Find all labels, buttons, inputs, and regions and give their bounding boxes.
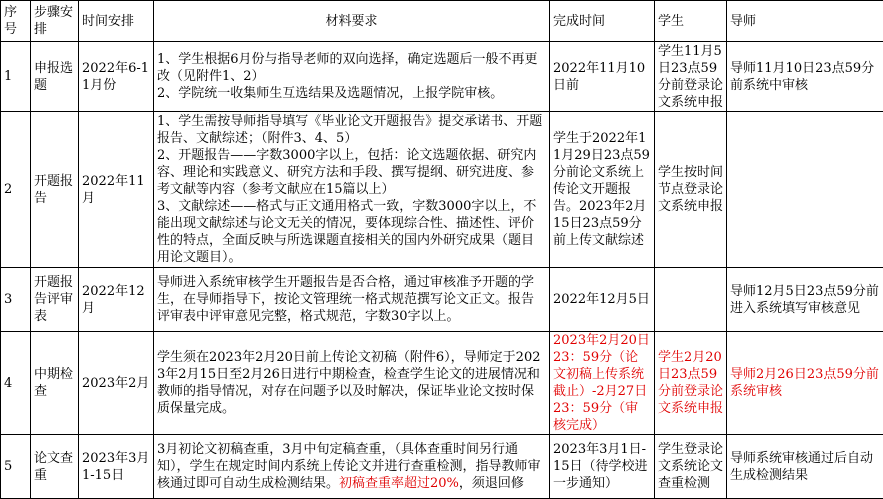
row-advisor — [727, 112, 883, 268]
row-student: 学生2月20日23点59分前登录论文系统申报 — [655, 332, 727, 435]
row-deadline: 2023年3月1日-15日（待学校进一步通知） — [550, 435, 655, 499]
row-no: 1 — [1, 42, 31, 112]
materials-line: 3、文献综述——格式与正文通用格式一致，字数3000字以上，不能出现文献综述与论文无关的情况，要体现综合性、描述性、评价性的特点，全面反映与所选课题直接相关的国内外研究成果（题目用论文题目）。 — [157, 198, 546, 266]
row-step: 申报选题 — [31, 42, 79, 112]
materials-line: 学生须在2023年2月20日前上传论文初稿（附件6），导师定于2023年2月15日至2月26日进行中期检查，检查学生论文的进展情况和教师的指导情况，对存在问题予以及时解决，保证毕业论文按时保质保量完成。 — [157, 349, 546, 417]
row-materials — [154, 332, 550, 435]
row-deadline: 2022年11月10日前 — [550, 42, 655, 112]
row-step: 开题报告评审表 — [31, 268, 79, 332]
row-step: 中期检查 — [31, 332, 79, 435]
row-step: 开题报告 — [31, 112, 79, 268]
header-materials: 材料要求 — [154, 1, 550, 42]
materials-line: 2、学院统一收集师生互选结果及选题情况，上报学院审核。 — [157, 85, 546, 102]
row-deadline: 2022年12月5日 — [550, 268, 655, 332]
table-row — [1, 42, 883, 112]
row-materials — [154, 42, 550, 112]
header-no: 序号 — [1, 1, 31, 42]
row-advisor: 导师系统审核通过后自动生成检测结果 — [727, 435, 883, 499]
row-no: 2 — [1, 112, 31, 268]
table-row — [1, 332, 883, 435]
header-time: 时间安排 — [79, 1, 154, 42]
table-row — [1, 112, 883, 268]
row-step: 论文查重 — [31, 435, 79, 499]
row-student — [655, 268, 727, 332]
header-deadline: 完成时间 — [550, 1, 655, 42]
materials-line: 2、开题报告——字数3000字以上，包括：论文选题依据、研究内容、理论和实践意义、研究方法和手段、撰写提纲、研究进度、参考文献等内容（参考文献应在15篇以上） — [157, 147, 546, 198]
row-materials — [154, 435, 550, 499]
row-materials — [154, 268, 550, 332]
row-deadline: 2023年2月20日23：59分（论文初稿上传系统截止）-2月27日23：59分（审核完成） — [550, 332, 655, 435]
row-time: 2022年11月 — [79, 112, 154, 268]
row-time: 2022年6-11月份 — [79, 42, 154, 112]
table-row — [1, 268, 883, 332]
materials-text: 3月初论文初稿查重，3月中旬定稿查重，（具体查重时间另行通知），学生在规定时间内系统上传论文并进行查重检测，指导教师审核通过即可自动生成检测结果。 — [157, 442, 541, 491]
row-no: 4 — [1, 332, 31, 435]
row-deadline: 学生于2022年11月29日23点59分前论文系统上传论文开题报告。2023年2月15日23点59分前上传文献综述 — [550, 112, 655, 268]
header-advisor: 导师 — [727, 1, 883, 42]
row-advisor: 导师2月26日23点59分前系统审核 — [727, 332, 883, 435]
row-student: 学生按时间节点登录论文系统申报 — [655, 112, 727, 268]
materials-line: 导师进入系统审核学生开题报告是否合格，通过审核准予开题的学生，在导师指导下，按论文管理统一格式规范撰写论文正文。报告评审表中评审意见完整，格式规范，字数30字以上。 — [157, 274, 546, 325]
header-step: 步骤安排 — [31, 1, 79, 42]
table-row — [1, 435, 883, 499]
row-no: 3 — [1, 268, 31, 332]
row-time: 2023年3月1-15日 — [79, 435, 154, 499]
row-student: 学生登录论文系统论文查重检测 — [655, 435, 727, 499]
header-student: 学生 — [655, 1, 727, 42]
row-materials — [154, 112, 550, 268]
row-advisor: 导师12月5日23点59分前进入系统填写审核意见 — [727, 268, 883, 332]
row-time: 2023年2月 — [79, 332, 154, 435]
materials-line: 1、学生需按导师指导填写《毕业论文开题报告》提交承诺书、开题报告、文献综述；（附件3、4、5） — [157, 113, 546, 147]
materials-line: 1、学生根据6月份与指导老师的双向选择，确定选题后一般不再更改（见附件1、2） — [157, 51, 546, 85]
materials-text-tail: ，须退回修 — [459, 476, 524, 491]
row-student: 学生11月5日23点59分前登录论文系统申报 — [655, 42, 727, 112]
materials-highlight: 初稿查重率超过20% — [339, 476, 459, 491]
row-time: 2022年12月 — [79, 268, 154, 332]
header-row — [1, 1, 883, 42]
row-advisor: 导师11月10日23点59分前系统中审核 — [727, 42, 883, 112]
row-no: 5 — [1, 435, 31, 499]
